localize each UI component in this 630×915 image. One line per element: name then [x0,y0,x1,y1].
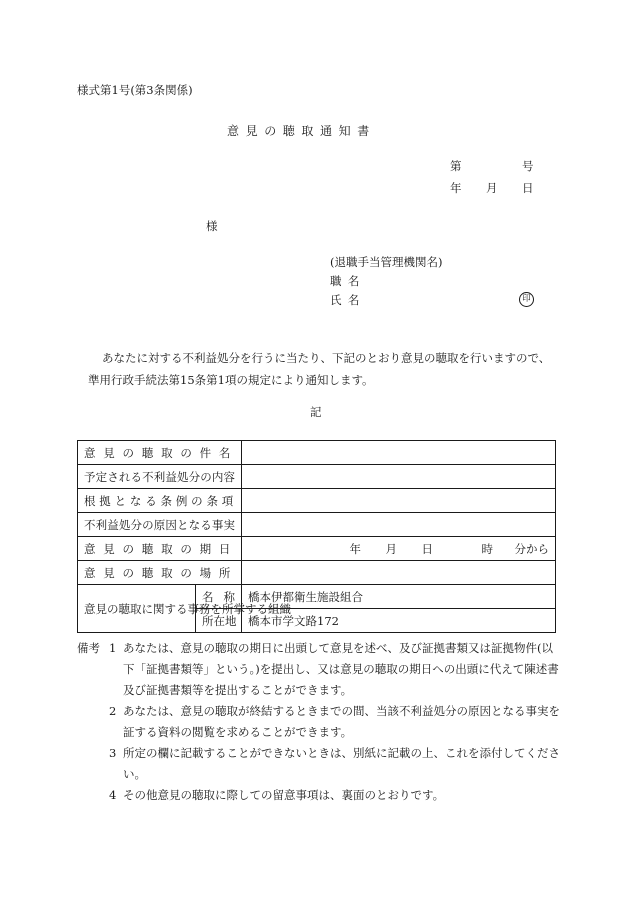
row-label-hearing-place: 意見の聴取の場所 [78,561,242,585]
org-address-value: 橋本市学文路172 [242,609,556,633]
doc-number-prefix: 第 [450,159,462,173]
issuer-name-label: 氏名 [330,293,366,307]
table-row [78,489,556,513]
page-title: 意見の聴取通知書 [227,124,376,138]
org-name-label: 名称 [196,585,242,609]
note-text: あなたは、意見の聴取が終結するときまでの間、当該不利益処分の原因となる事実を証する資料の閲覧を求めることができます。 [123,704,560,739]
table-row [78,561,556,585]
unit-day: 日 [421,541,433,556]
notes-heading: 備考 [77,641,100,655]
date-month-label: 月 [486,181,498,195]
note-item [109,743,561,785]
note-number: 4 [109,788,117,802]
note-text: あなたは、意見の聴取の期日に出頭して意見を述べ、及び証拠書類又は証拠物件(以下「証拠書類等」という。)を提出し、又は意見の聴取の期日への出頭に代えて陳述書及び証拠書類等を提出することができます。 [123,641,559,697]
note-number: 1 [109,641,117,655]
row-label-cause-facts: 不利益処分の原因となる事実 [78,513,242,537]
org-name-value: 橋本伊都衛生施設組合 [242,585,556,609]
note-item [109,701,561,743]
table-row [78,537,556,561]
unit-minute: 分から [514,541,549,556]
doc-number-suffix: 号 [522,159,534,173]
notice-line: 準用行政手続法第15条第1項の規定により通知します。 [88,373,374,387]
note-item [109,785,561,806]
unit-year: 年 [349,541,361,556]
unit-month: 月 [385,541,397,556]
table-row [78,585,556,609]
issuer-org-label: (退職手当管理機関名) [330,255,443,269]
details-table [77,440,556,633]
row-value-subject [242,441,556,465]
org-group-label: 意見の聴取に関する事務を所掌する組織 [78,585,196,633]
note-item [109,638,561,701]
row-value-cause-facts [242,513,556,537]
row-label-planned-disposition: 予定される不利益処分の内容 [78,465,242,489]
row-label-legal-basis: 根拠となる条例の条項 [78,489,242,513]
form-number: 様式第1号(第3条関係) [77,83,193,97]
row-value-hearing-place [242,561,556,585]
table-row [78,513,556,537]
notice-body [88,347,568,391]
row-label-subject: 意見の聴取の件名 [78,441,242,465]
ki-heading: 記 [310,405,322,419]
issuer-position-label: 職名 [330,274,366,288]
note-number: 3 [109,746,117,760]
org-address-label: 所在地 [196,609,242,633]
addressee-suffix: 様 [206,219,218,233]
row-value-planned-disposition [242,465,556,489]
note-number: 2 [109,704,117,718]
note-text: 所定の欄に記載することができないときは、別紙に記載の上、これを添付してください。 [123,746,560,781]
unit-hour: 時 [481,541,493,556]
row-value-hearing-date [242,537,556,561]
date-year-label: 年 [450,181,462,195]
table-row [78,441,556,465]
table-row [78,465,556,489]
seal-mark: 印 [519,292,534,307]
row-value-legal-basis [242,489,556,513]
note-text: その他意見の聴取に際しての留意事項は、裏面のとおりです。 [123,788,445,802]
row-label-hearing-date: 意見の聴取の期日 [78,537,242,561]
date-day-label: 日 [522,181,534,195]
notice-line: あなたに対する不利益処分を行うに当たり、下記のとおり意見の聴取を行いますので、 [102,351,551,365]
